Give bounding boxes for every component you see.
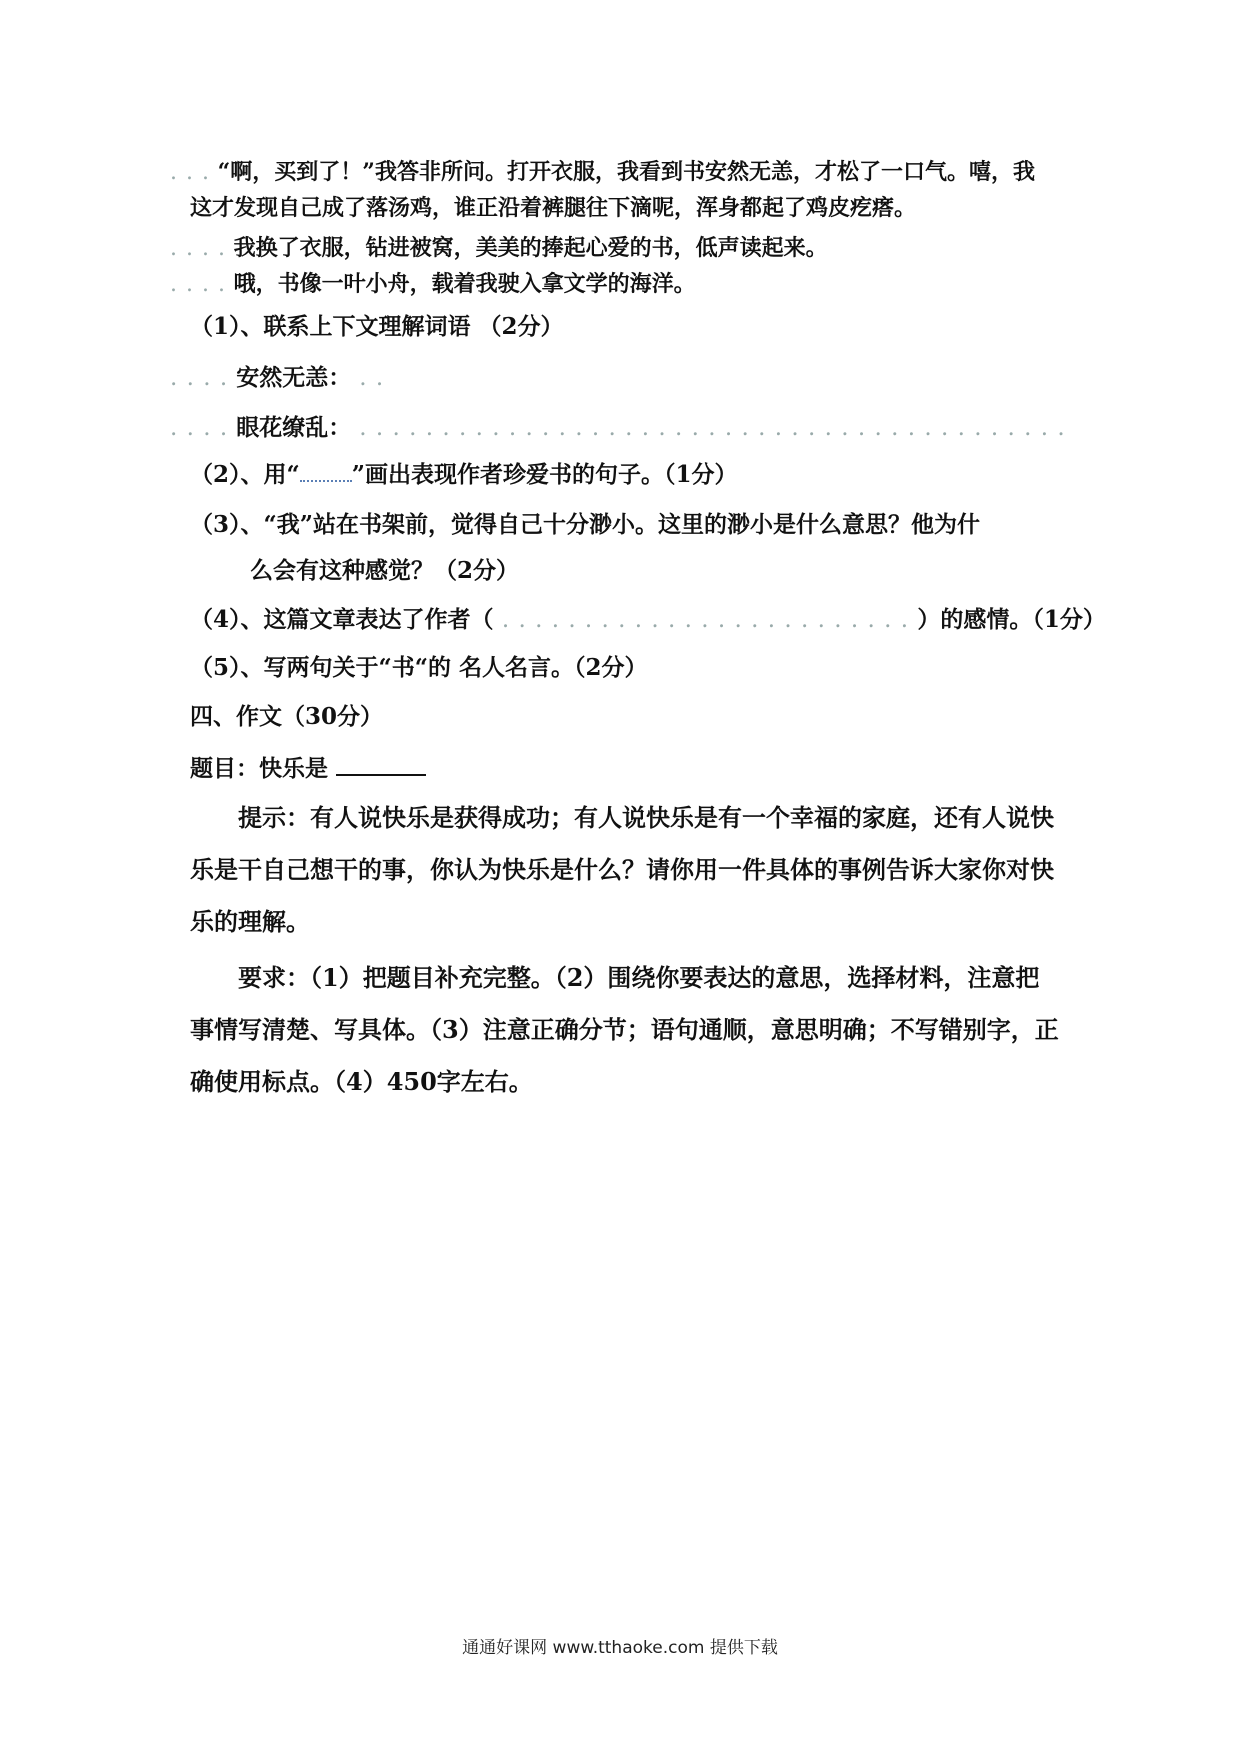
- question-5: （5）、写两句关于“书“的 名人名言。（2分）: [190, 654, 648, 681]
- wavy-underline-mark: [300, 466, 352, 482]
- question-3-line-2: 么会有这种感觉？（2分）: [250, 557, 520, 584]
- passage-text: 哦，书像一叶小舟，载着我驶入拿文学的海洋。: [233, 271, 696, 297]
- composition-hint: 提示：有人说快乐是获得成功；有人说快乐是有一个幸福的家庭，还有人说快乐是干自己想干的事，你认为快乐是什么？请你用一件具体的事例告诉大家你对快乐的理解。: [190, 803, 1054, 936]
- question-2: [190, 460, 1060, 490]
- question-3-line-1: （3）、“我”站在书架前，觉得自己十分渺小。这里的渺小是什么意思？他为什: [190, 511, 980, 538]
- passage-line-4: [170, 269, 1040, 300]
- question-1-term-1: [170, 363, 1040, 393]
- composition-title: [190, 752, 1060, 784]
- question-1: （1）、联系上下文理解词语 （2分）: [190, 313, 564, 340]
- leader-dots: . . . .: [170, 415, 229, 441]
- title-text: 题目：快乐是: [190, 755, 328, 782]
- page-footer: 通通好课网 www.tthaoke.com 提供下载: [462, 1638, 778, 1658]
- question-1-term-2: [170, 413, 1066, 443]
- passage-text: “啊，买到了！”我答非所问。打开衣服，我看到书安然无恙，才松了一口气。嘻，我: [217, 159, 1035, 185]
- q4-text-start: （4）、这篇文章表达了作者（: [190, 606, 494, 633]
- title-blank: [336, 752, 426, 776]
- answer-dots: . .: [359, 365, 385, 391]
- answer-dots: . . . . . . . . . . . . . . . . . . . . . . . . . . . . . . . . . . . . . . . . . . .: [359, 415, 1066, 441]
- q4-text-end: ）的感情。（1分）: [917, 606, 1106, 633]
- q2-text-start: （2）、用“: [190, 461, 300, 488]
- composition-heading: 四、作文（30分）: [190, 703, 384, 730]
- passage-line-1: [170, 157, 1040, 188]
- passage-text: 我换了衣服，钻进被窝，美美的捧起心爱的书，低声读起来。: [233, 235, 828, 261]
- composition-requirements: 要求：（1）把题目补充完整。（2）围绕你要表达的意思，选择材料，注意把事情写清楚、写具体。（3）注意正确分节；语句通顺，意思明确；不写错别字，正确使用标点。（4）450字左右。: [190, 963, 1059, 1096]
- leader-dots: . . .: [170, 160, 210, 185]
- passage-line-3: [170, 233, 1040, 264]
- term-label: 安然无恙：: [236, 364, 352, 391]
- term-label: 眼花缭乱：: [236, 414, 352, 441]
- answer-dots: . . . . . . . . . . . . . . . . . . . . . . . . .: [493, 607, 918, 633]
- leader-dots: . . . .: [170, 272, 226, 297]
- q2-text-end: ”画出表现作者珍爱书的句子。（1分）: [351, 461, 738, 488]
- passage-line-2: 这才发现自己成了落汤鸡，谁正沿着裤腿往下滴呢，浑身都起了鸡皮疙瘩。: [190, 195, 917, 221]
- leader-dots: . . . .: [170, 365, 229, 391]
- leader-dots: . . . .: [170, 236, 226, 261]
- question-4: [190, 605, 1106, 635]
